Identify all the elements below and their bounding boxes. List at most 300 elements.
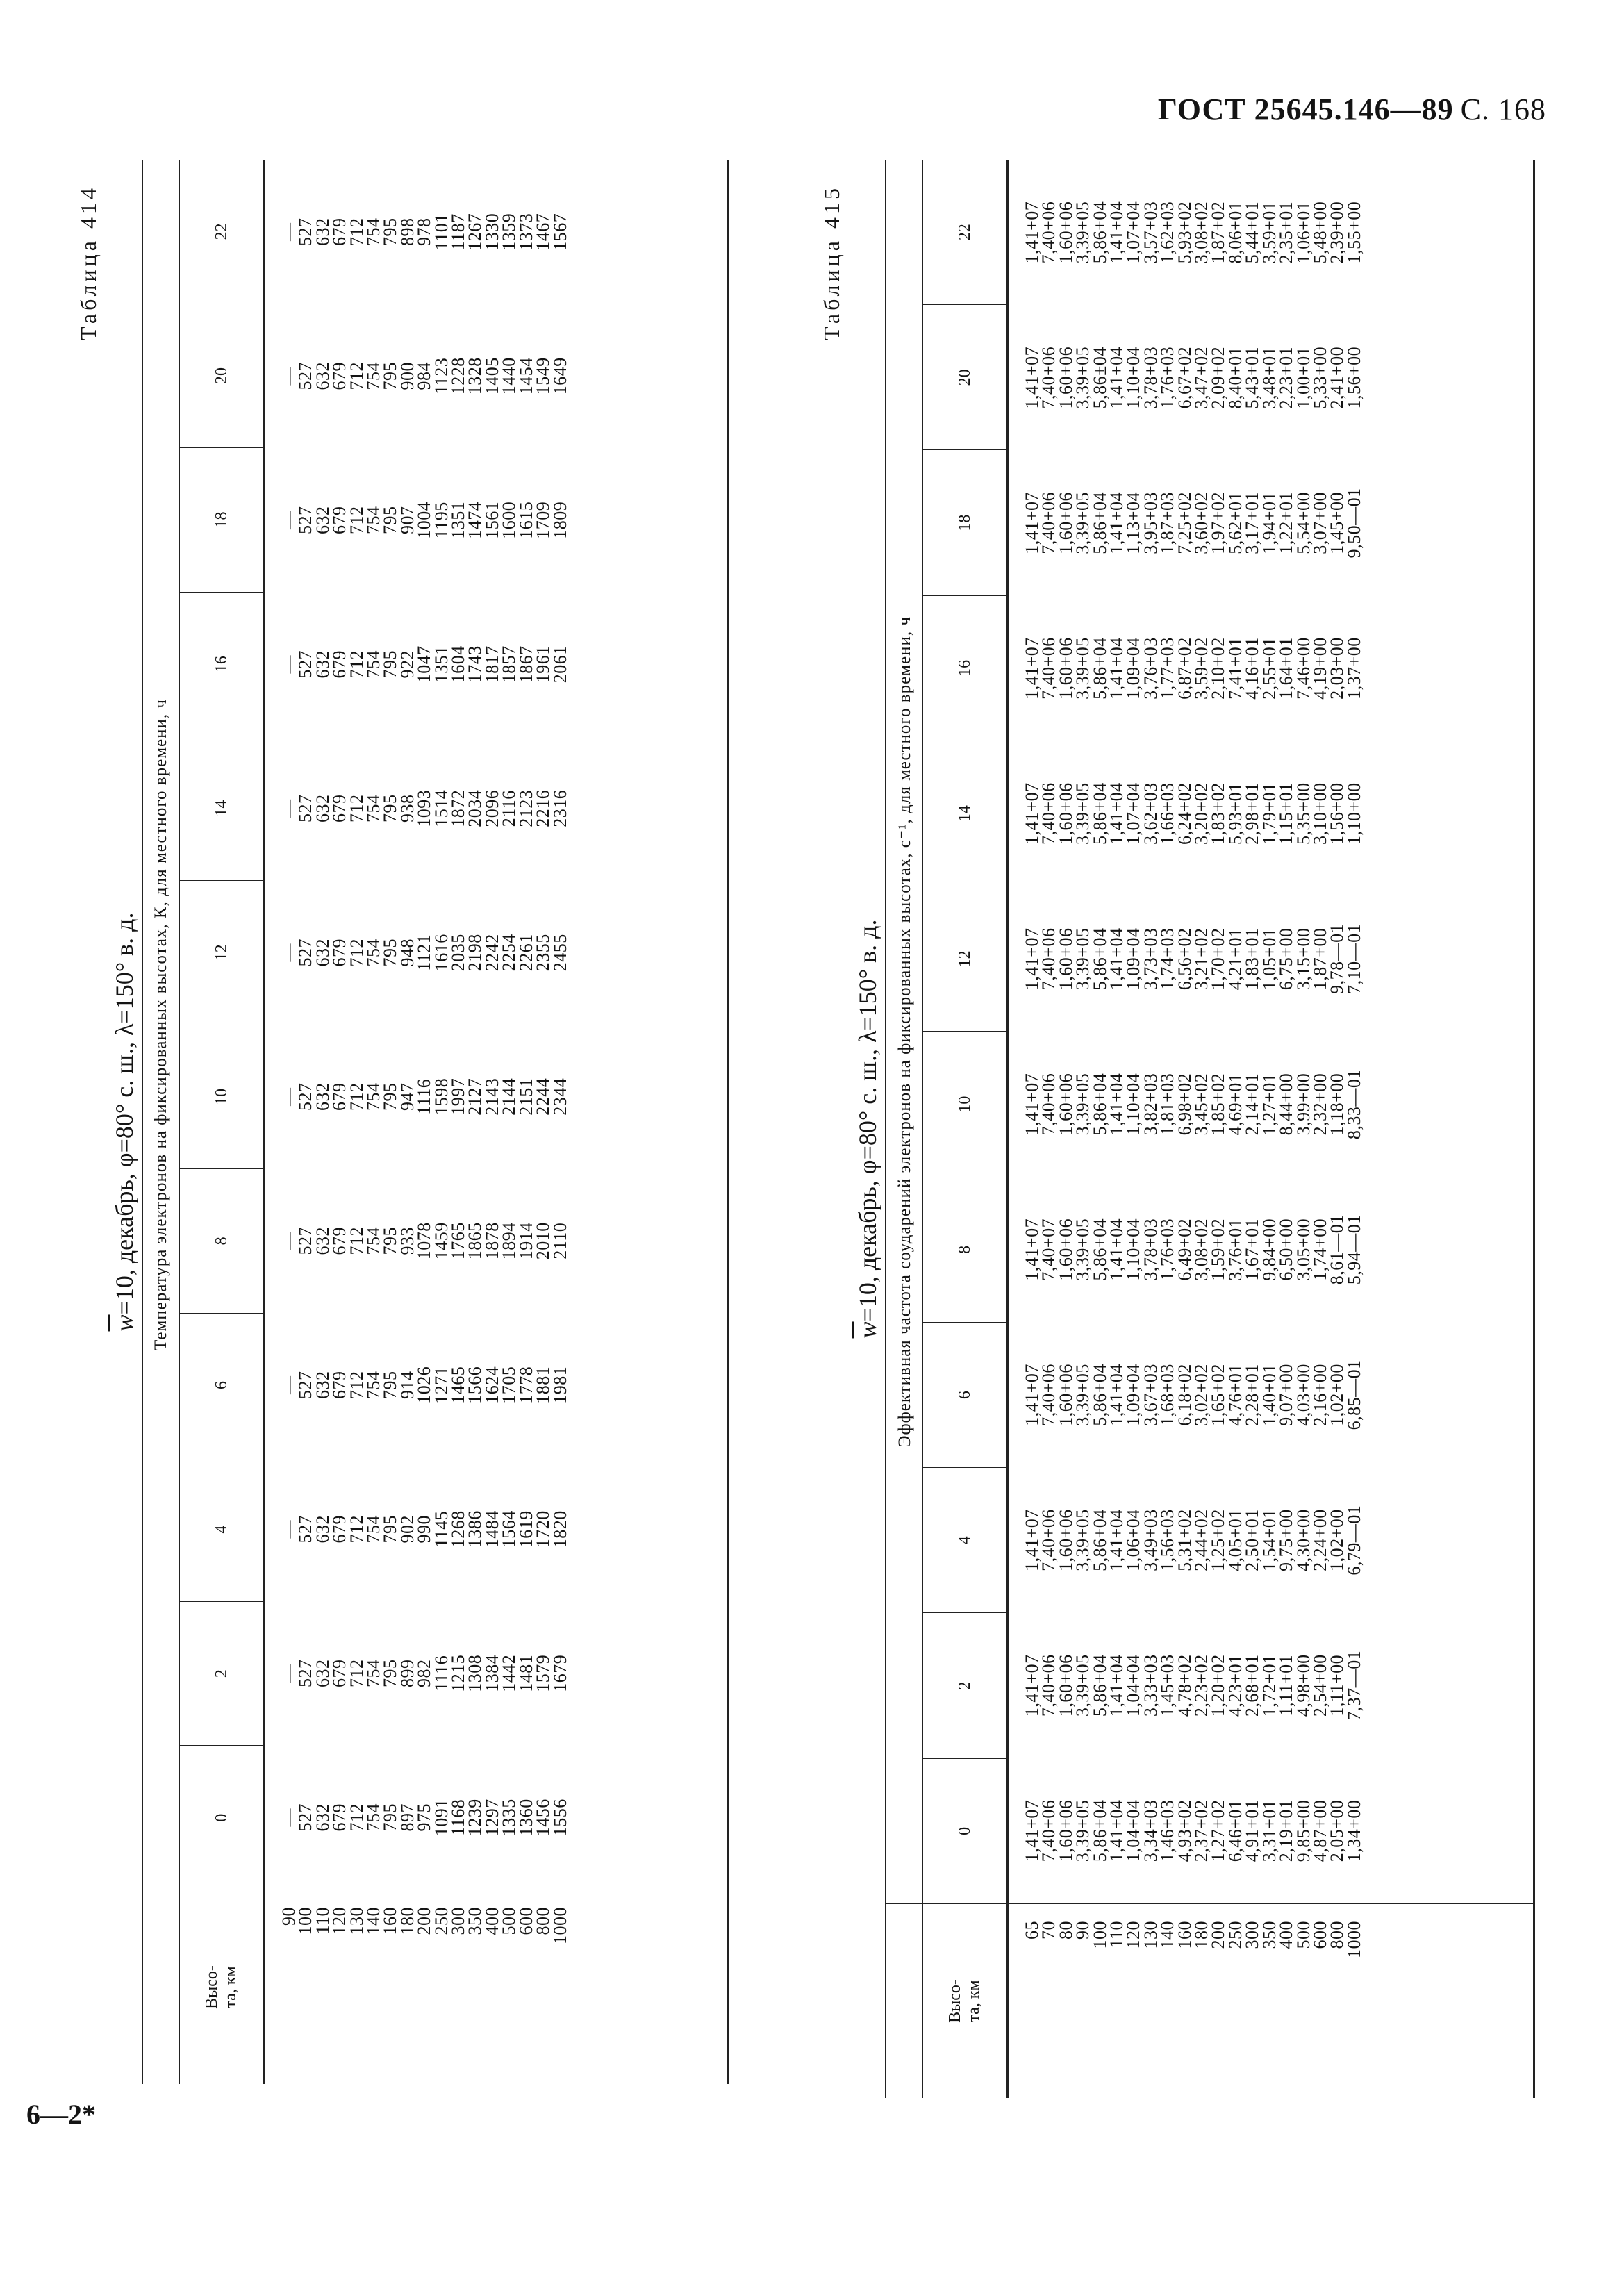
table-cell: 1,41+04 xyxy=(1107,346,1127,409)
table-cell: 900 xyxy=(397,362,417,390)
hour-header-4: 4 xyxy=(180,1457,263,1601)
table-cell: 1,76+03 xyxy=(1157,1218,1178,1281)
table-cell: 1,60+06 xyxy=(1055,492,1076,554)
table-cell: 947 xyxy=(397,1082,417,1111)
table-cell: 2,03+00 xyxy=(1327,637,1348,700)
table-cell: 3,33+03 xyxy=(1140,1654,1161,1717)
table-cell: 4,69+01 xyxy=(1225,1073,1245,1136)
table-cell: 712 xyxy=(346,362,367,390)
table-cell: 527 xyxy=(295,1803,316,1832)
hour-header-2: 2 xyxy=(923,1613,1006,1758)
table-cell: 1,00+01 xyxy=(1293,346,1314,409)
hours-header-row xyxy=(180,160,265,2084)
table-cell: 1,62+03 xyxy=(1157,201,1178,264)
height-value: 600 xyxy=(515,1907,536,1935)
table-cell: 1809 xyxy=(549,501,570,539)
hour-header-6: 6 xyxy=(923,1322,1006,1467)
table-cell: 1,60+06 xyxy=(1055,927,1076,991)
table-cell: 1,60+06 xyxy=(1055,346,1076,409)
table-cell: 1,41+07 xyxy=(1022,1218,1042,1281)
height-value: 100 xyxy=(1089,1921,1110,1949)
table-cell: 948 xyxy=(397,939,417,967)
table-cell: 1,13+04 xyxy=(1123,492,1144,554)
doc-number: ГОСТ 25645.146—89 xyxy=(1157,92,1454,126)
table-cell: 7,10—01 xyxy=(1343,923,1364,994)
height-value: 350 xyxy=(465,1907,486,1935)
height-value: 300 xyxy=(448,1907,469,1935)
data-table xyxy=(885,160,1535,2098)
table-cell: 754 xyxy=(363,794,384,823)
table-cell: 1,41+07 xyxy=(1022,492,1042,554)
table-cell: — xyxy=(279,1808,299,1827)
table-cell: 1,18+00 xyxy=(1327,1073,1348,1136)
table-cell: 1,10+04 xyxy=(1123,1218,1144,1281)
hour-header-2: 2 xyxy=(180,1601,263,1746)
table-cell: 3,07+00 xyxy=(1309,492,1330,554)
height-value: 250 xyxy=(1225,1921,1245,1949)
table-cell: 2344 xyxy=(549,1077,570,1116)
header-spacer xyxy=(886,1903,922,2098)
hour-header-10: 10 xyxy=(923,1032,1006,1177)
table-cell: 1,60+06 xyxy=(1055,1364,1076,1426)
table-cell: 754 xyxy=(363,506,384,534)
table-cell: 1101 xyxy=(431,213,451,251)
values-column-8 xyxy=(265,1169,727,1314)
table-cell: 7,40+06 xyxy=(1038,492,1059,554)
table-cell: 1,41+07 xyxy=(1022,1509,1042,1571)
table-cell: 1,60+06 xyxy=(1055,1654,1076,1717)
table-cell: 3,39+05 xyxy=(1072,637,1093,700)
table-cell: 9,50—01 xyxy=(1343,488,1364,559)
table-cell: 1335 xyxy=(499,1799,520,1837)
table-cell: 2010 xyxy=(533,1222,554,1260)
height-value: 500 xyxy=(499,1907,520,1935)
table-cell: 1,10+04 xyxy=(1123,1073,1144,1136)
table-cell: 632 xyxy=(312,650,333,679)
table-cell: 1121 xyxy=(414,934,435,971)
table-cell: 5,86+04 xyxy=(1089,1509,1110,1571)
table-cell: 4,76+01 xyxy=(1225,1364,1245,1426)
height-value: 130 xyxy=(346,1907,367,1935)
table-cell: 922 xyxy=(397,650,417,679)
height-value: 100 xyxy=(295,1907,316,1935)
table-cell: 1,41+07 xyxy=(1022,1654,1042,1717)
table-cell: 754 xyxy=(363,1227,384,1255)
height-column-header: Высо- та, км xyxy=(923,1903,1006,2098)
table-cell: 1,41+04 xyxy=(1107,637,1127,700)
height-value: 65 xyxy=(1022,1921,1042,1940)
table-cell: 1093 xyxy=(414,789,435,827)
table-cell: 1187 xyxy=(448,213,469,251)
table-cell: 5,93+02 xyxy=(1174,201,1195,264)
height-value: 600 xyxy=(1309,1921,1330,1949)
table-cell: 8,06+01 xyxy=(1225,201,1245,264)
table-cell: 1872 xyxy=(448,789,469,827)
table-cell: 1961 xyxy=(533,645,554,684)
table-cell: 2,19+01 xyxy=(1276,1799,1297,1862)
table-cell: 3,31+01 xyxy=(1259,1799,1279,1862)
table-cell: 3,34+03 xyxy=(1140,1799,1161,1862)
table-cell: 1997 xyxy=(448,1077,469,1116)
table-cell: 1,45+00 xyxy=(1327,492,1348,554)
table-cell: 1,02+00 xyxy=(1327,1509,1348,1571)
table-cell: 1556 xyxy=(549,1799,570,1837)
values-column-20 xyxy=(1009,305,1533,450)
table-cell: 5,86+04 xyxy=(1089,201,1110,264)
height-value: 300 xyxy=(1242,1921,1263,1949)
table-cell: 1,22+01 xyxy=(1276,492,1297,554)
table-cell: 1867 xyxy=(515,645,536,684)
table-cell: 2,41+00 xyxy=(1327,346,1348,409)
table-cell: 1,09+04 xyxy=(1123,927,1144,991)
table-cell: 1,41+04 xyxy=(1107,1654,1127,1717)
table-cell: 527 xyxy=(295,794,316,823)
height-value: 180 xyxy=(397,1907,417,1935)
table-cell: 1,45+03 xyxy=(1157,1654,1178,1717)
table-cell: 6,67+02 xyxy=(1174,346,1195,409)
table-cell: 2,44+02 xyxy=(1191,1509,1212,1571)
table-cell: 1,65+02 xyxy=(1208,1364,1229,1426)
table-cell: 5,35+00 xyxy=(1293,782,1314,845)
table-cell: 1,41+07 xyxy=(1022,1073,1042,1136)
table-cell: 1,10+00 xyxy=(1343,782,1364,845)
table-cell: 982 xyxy=(414,1659,435,1687)
table-cell: 1,56+03 xyxy=(1157,1509,1178,1571)
table-cell: 1,09+04 xyxy=(1123,1364,1144,1426)
table-cell: 1,04+04 xyxy=(1123,1654,1144,1717)
values-column-14 xyxy=(265,736,727,881)
table-cell: 1579 xyxy=(533,1654,554,1692)
table-cell: 1351 xyxy=(448,501,469,539)
table-cell: 5,44+01 xyxy=(1242,201,1263,264)
values-column-22 xyxy=(1009,160,1533,305)
table-cell: 754 xyxy=(363,1082,384,1111)
table-cell: 938 xyxy=(397,794,417,823)
table-cell: 2,16+00 xyxy=(1309,1364,1330,1426)
table-cell: 3,39+05 xyxy=(1072,1073,1093,1136)
height-value: 80 xyxy=(1055,1921,1076,1940)
table-cell: 2123 xyxy=(515,789,536,827)
table-cell: 1405 xyxy=(481,357,502,395)
table-cell: 1,54+01 xyxy=(1259,1509,1279,1571)
table-cell: 3,21+02 xyxy=(1191,927,1212,991)
hour-header-16: 16 xyxy=(180,592,263,736)
table-cell: 3,99+00 xyxy=(1293,1073,1314,1136)
table-cell: 1091 xyxy=(431,1799,451,1837)
table-cell: 632 xyxy=(312,362,333,390)
table-cell: 9,75+00 xyxy=(1276,1509,1297,1571)
table-cell: 3,08+02 xyxy=(1191,201,1212,264)
table-cell: 1,60+06 xyxy=(1055,637,1076,700)
table-cell: — xyxy=(279,222,299,241)
table-cell: 527 xyxy=(295,1082,316,1111)
table-cell: 7,40+06 xyxy=(1038,1364,1059,1426)
table-cell: 1,67+01 xyxy=(1242,1218,1263,1281)
table-cell: 3,45+02 xyxy=(1191,1073,1212,1136)
table-cell: 7,40+06 xyxy=(1038,1073,1059,1136)
table-cell: 1481 xyxy=(515,1654,536,1692)
column-group-header: Эффективная частота соударений электронов на фиксированных высотах, с⁻¹, для местного времени, ч xyxy=(895,616,914,1447)
table-cell: 632 xyxy=(312,1803,333,1832)
table-cell: 2198 xyxy=(465,934,486,972)
table-cell: 754 xyxy=(363,939,384,967)
table-cell: 1,76+03 xyxy=(1157,346,1178,409)
table-cell: 1145 xyxy=(431,1510,451,1548)
table-cell: 1,15+01 xyxy=(1276,782,1297,845)
table-cell: 1,81+03 xyxy=(1157,1073,1178,1136)
table-cell: 1,60+06 xyxy=(1055,1509,1076,1571)
table-cell: 679 xyxy=(329,217,350,246)
table-cell: 679 xyxy=(329,1803,350,1832)
table-cell: 1,64+01 xyxy=(1276,637,1297,700)
table-cell: 8,44+00 xyxy=(1276,1073,1297,1136)
table-cell: 3,05+00 xyxy=(1293,1218,1314,1281)
table-cell: 933 xyxy=(397,1227,417,1255)
table-cell: 3,76+01 xyxy=(1225,1218,1245,1281)
table-cell: 1981 xyxy=(549,1366,570,1404)
table-cell: 1817 xyxy=(481,645,502,684)
table-cell: 1,11+01 xyxy=(1276,1654,1297,1717)
table-cell: — xyxy=(279,1664,299,1683)
table-cell: 1116 xyxy=(431,1655,451,1692)
table-cell: 3,95+03 xyxy=(1140,492,1161,554)
table-cell: 1,60+06 xyxy=(1055,201,1076,264)
table-cell: 795 xyxy=(380,362,401,390)
hour-header-20: 20 xyxy=(180,304,263,448)
table-cell: 2,10+02 xyxy=(1208,637,1229,700)
height-value: 110 xyxy=(312,1907,333,1935)
table-cell: 3,39+05 xyxy=(1072,782,1093,845)
table-cell: 3,39+05 xyxy=(1072,346,1093,409)
table-cell: 1,41+07 xyxy=(1022,637,1042,700)
table-cell: 795 xyxy=(380,794,401,823)
table-cell: 1465 xyxy=(448,1366,469,1404)
table-cell: 527 xyxy=(295,217,316,246)
table-cell: 4,93+02 xyxy=(1174,1799,1195,1862)
hour-header-22: 22 xyxy=(955,224,974,241)
table-cell: 632 xyxy=(312,1082,333,1111)
table-cell: 6,18+02 xyxy=(1174,1364,1195,1426)
table-cell: 4,21+01 xyxy=(1225,927,1245,991)
table-cell: 7,40+06 xyxy=(1038,346,1059,409)
table-cell: 5,62+01 xyxy=(1225,492,1245,554)
table-cell: 6,75+00 xyxy=(1276,927,1297,991)
table-cell: 1215 xyxy=(448,1654,469,1692)
table-cell: 632 xyxy=(312,1515,333,1544)
height-value: 200 xyxy=(414,1907,435,1935)
table-cell: 1894 xyxy=(499,1222,520,1260)
table-cell: 5,86+04 xyxy=(1089,492,1110,554)
table-cell: 2,24+00 xyxy=(1309,1509,1330,1571)
table-cell: — xyxy=(279,1087,299,1106)
values-column-10 xyxy=(265,1025,727,1169)
table-cell: — xyxy=(279,655,299,674)
table-cell: 1,41+04 xyxy=(1107,1073,1127,1136)
table-cell: 2,05+00 xyxy=(1327,1799,1348,1862)
table-cell: 2254 xyxy=(499,934,520,972)
table-cell: 712 xyxy=(346,1515,367,1544)
table-cell: 2,28+01 xyxy=(1242,1364,1263,1426)
hours-header-row xyxy=(923,160,1009,2098)
table-cell: 3,02+02 xyxy=(1191,1364,1212,1426)
table-cell: 1720 xyxy=(533,1510,554,1548)
table-cell: 1474 xyxy=(465,501,486,539)
table-cell: 527 xyxy=(295,1371,316,1399)
table-cell: 2,39+00 xyxy=(1327,201,1348,264)
table-cell: 679 xyxy=(329,1082,350,1111)
table-cell: 1,41+04 xyxy=(1107,1509,1127,1571)
hour-header-16: 16 xyxy=(923,595,1006,741)
table-cell: 1,11+00 xyxy=(1327,1654,1348,1717)
table-cell: 914 xyxy=(397,1371,417,1399)
table-cell: 7,40+06 xyxy=(1038,201,1059,264)
table-cell: 754 xyxy=(363,217,384,246)
table-cell: 712 xyxy=(346,1659,367,1687)
table-cell: 2261 xyxy=(515,934,536,972)
table-cell: 1,06+04 xyxy=(1123,1509,1144,1571)
table-cell: 1820 xyxy=(549,1510,570,1548)
table-cell: 7,41+01 xyxy=(1225,637,1245,700)
table-cell: 1857 xyxy=(499,645,520,684)
table-cell: 5,86+04 xyxy=(1089,1218,1110,1281)
table-cell: 2,23+02 xyxy=(1191,1654,1212,1717)
table-cell: 712 xyxy=(346,506,367,534)
table-cell: 1561 xyxy=(481,501,502,539)
table-cell: 6,24+02 xyxy=(1174,782,1195,845)
table-cell: 1467 xyxy=(533,213,554,251)
table-cell: 1359 xyxy=(499,213,520,251)
table-cell: 9,78—01 xyxy=(1327,923,1348,994)
table-cell: 2,35+01 xyxy=(1276,201,1297,264)
table-cell: 632 xyxy=(312,1227,333,1255)
values-column-16 xyxy=(1009,595,1533,741)
table-cell: 1454 xyxy=(515,357,536,395)
table-cell: 527 xyxy=(295,1659,316,1687)
table-body xyxy=(265,160,727,2084)
table-cell: 754 xyxy=(363,1803,384,1832)
height-value: 90 xyxy=(1072,1921,1093,1940)
table-cell: 6,50+00 xyxy=(1276,1218,1297,1281)
table-cell: 527 xyxy=(295,1227,316,1255)
table-cell: 5,86+04 xyxy=(1089,1364,1110,1426)
values-column-6 xyxy=(265,1313,727,1457)
table-cell: 1,87+03 xyxy=(1157,492,1178,554)
height-value: 120 xyxy=(1123,1921,1144,1949)
table-cell: 7,40+06 xyxy=(1038,927,1059,991)
table-cell: 1705 xyxy=(499,1366,520,1404)
hour-header-4: 4 xyxy=(923,1467,1006,1612)
table-cell: 7,25+02 xyxy=(1174,492,1195,554)
table-cell: 4,78+02 xyxy=(1174,1654,1195,1717)
height-value: 500 xyxy=(1293,1921,1314,1949)
table-cell: 2,32+00 xyxy=(1309,1073,1330,1136)
table-cell: 4,87+00 xyxy=(1309,1799,1330,1862)
table-cell: 8,61—01 xyxy=(1327,1214,1348,1285)
table-cell: 3,59+02 xyxy=(1191,637,1212,700)
table-subtitle: $\overline{w}=10$, декабрь, φ=80° с. ш., λ=150° в. д. xyxy=(110,912,138,1332)
table-cell: 795 xyxy=(380,939,401,967)
table-cell: 1,27+01 xyxy=(1259,1073,1279,1136)
table-cell: 5,48+00 xyxy=(1309,201,1330,264)
table-cell: 9,84+00 xyxy=(1259,1218,1279,1281)
values-column-0 xyxy=(265,1746,727,1890)
table-cell: 6,49+02 xyxy=(1174,1218,1195,1281)
table-cell: 2,37+02 xyxy=(1191,1799,1212,1862)
table-cell: 527 xyxy=(295,362,316,390)
table-cell: 3,47+02 xyxy=(1191,346,1212,409)
table-cell: 907 xyxy=(397,506,417,534)
table-cell: 1297 xyxy=(481,1799,502,1837)
table-cell: 7,40+06 xyxy=(1038,1799,1059,1862)
table-cell: 1514 xyxy=(431,789,451,827)
table-cell: 2355 xyxy=(533,934,554,972)
table-cell: 4,91+01 xyxy=(1242,1799,1263,1862)
table-cell: 527 xyxy=(295,1515,316,1544)
table-cell: 3,39+05 xyxy=(1072,1218,1093,1281)
values-column-20 xyxy=(265,304,727,449)
table-cell: 1,41+04 xyxy=(1107,492,1127,554)
table-cell: 1,72+01 xyxy=(1259,1654,1279,1717)
table-cell: 1,25+02 xyxy=(1208,1509,1229,1571)
table-cell: 1709 xyxy=(533,501,554,539)
table-cell: 2061 xyxy=(549,645,570,684)
table-cell: 1,87+02 xyxy=(1208,201,1229,264)
table-cell: 1,68+03 xyxy=(1157,1364,1178,1426)
table-cell: 795 xyxy=(380,1515,401,1544)
table-cell: 1360 xyxy=(515,1799,536,1837)
table-cell: 2,23+01 xyxy=(1276,346,1297,409)
table-cell: 679 xyxy=(329,1515,350,1544)
hour-header-8: 8 xyxy=(923,1177,1006,1322)
values-column-8 xyxy=(1009,1177,1533,1322)
table-cell: 1442 xyxy=(499,1654,520,1692)
table-cell: — xyxy=(279,1375,299,1394)
table-cell: 1,83+01 xyxy=(1242,927,1263,991)
table-cell: 897 xyxy=(397,1803,417,1832)
page-header xyxy=(1158,92,1546,127)
heights-column xyxy=(265,1890,727,2084)
height-value: 140 xyxy=(1157,1921,1178,1949)
table-cell: 6,98+02 xyxy=(1174,1073,1195,1136)
table-cell: 3,59+01 xyxy=(1259,201,1279,264)
table-cell: 3,49+03 xyxy=(1140,1509,1161,1571)
table-cell: 1,05+01 xyxy=(1259,927,1279,991)
table-cell: 2244 xyxy=(533,1077,554,1116)
table-cell: 1615 xyxy=(515,501,536,539)
table-cell: 1600 xyxy=(499,501,520,539)
table-cell: 7,40+06 xyxy=(1038,1654,1059,1717)
height-value: 250 xyxy=(431,1907,451,1935)
table-cell: 679 xyxy=(329,362,350,390)
table-cell: 795 xyxy=(380,217,401,246)
table-cell: 5,33+00 xyxy=(1309,346,1330,409)
table-cell: 1384 xyxy=(481,1654,502,1692)
table-cell: 1616 xyxy=(431,934,451,972)
table-cell: 7,40+06 xyxy=(1038,637,1059,700)
table-cell: 1,41+04 xyxy=(1107,1218,1127,1281)
table-cell: 1,09+04 xyxy=(1123,637,1144,700)
table-cell: 1386 xyxy=(465,1510,486,1548)
table-cell: 899 xyxy=(397,1659,417,1687)
table-cell: 3,82+03 xyxy=(1140,1073,1161,1136)
table-cell: 3,39+05 xyxy=(1072,1654,1093,1717)
table-cell: 1,56+00 xyxy=(1327,782,1348,845)
table-cell: 5,54+00 xyxy=(1293,492,1314,554)
table-cell: 1765 xyxy=(448,1222,469,1260)
height-value: 180 xyxy=(1191,1921,1212,1949)
table-cell: 4,23+01 xyxy=(1225,1654,1245,1717)
table-title: Таблица 415 xyxy=(819,185,844,340)
